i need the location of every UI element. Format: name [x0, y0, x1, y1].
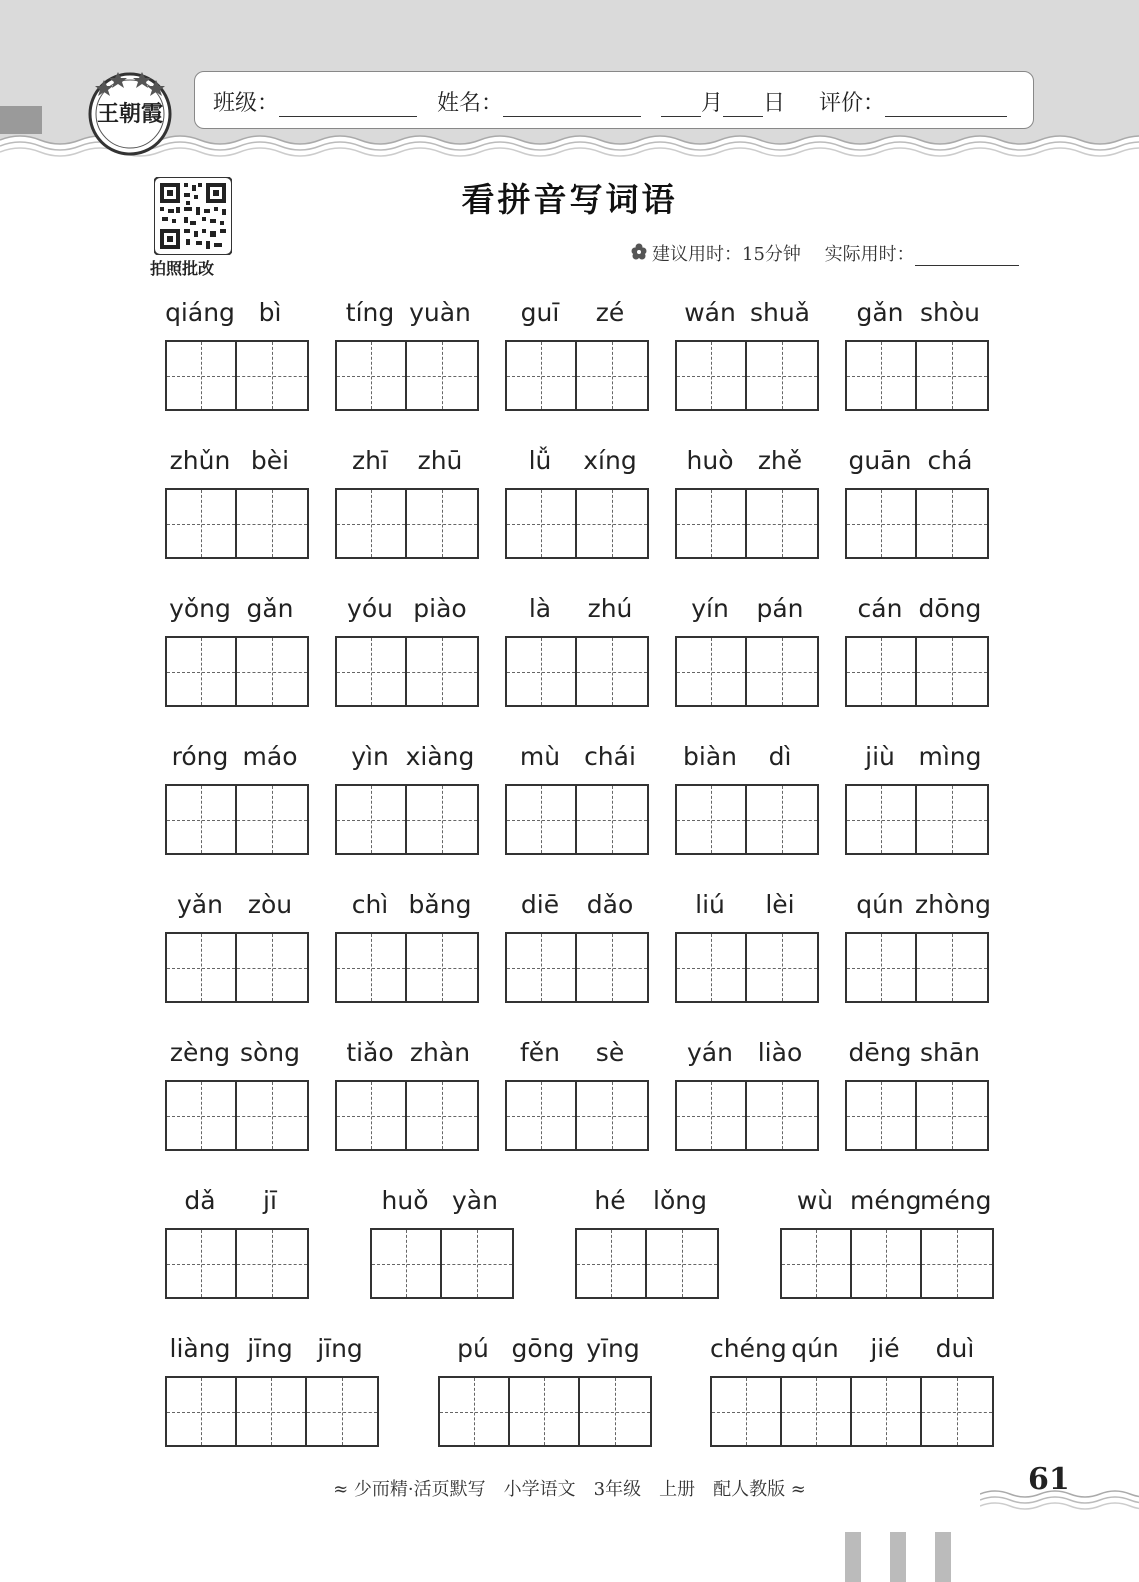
pinyin-syllable: gǎn — [856, 298, 904, 327]
pinyin-syllable: biàn — [683, 742, 737, 771]
writing-grid — [505, 488, 649, 559]
pinyin-syllable: wù — [796, 1186, 834, 1215]
tianzige-cell[interactable] — [167, 1230, 237, 1297]
writing-grid — [675, 636, 819, 707]
pinyin-syllable: liú — [695, 890, 725, 919]
pinyin-syllable: dì — [768, 742, 792, 771]
tianzige-cell[interactable] — [577, 934, 647, 1001]
tianzige-cell[interactable] — [167, 1378, 237, 1445]
tianzige-cell[interactable] — [852, 1230, 922, 1297]
tianzige-cell[interactable] — [337, 638, 407, 705]
writing-grid — [165, 932, 309, 1003]
writing-grid — [335, 636, 479, 707]
pinyin-syllable: dēng — [848, 1038, 912, 1067]
pinyin-syllable: jiù — [865, 742, 895, 771]
pinyin-syllable: liàng — [169, 1334, 231, 1363]
tianzige-cell[interactable] — [407, 342, 477, 409]
pinyin-syllable: yín — [691, 594, 729, 623]
writing-grid — [780, 1228, 994, 1299]
tianzige-cell[interactable] — [577, 1082, 647, 1149]
pinyin-syllable: huò — [686, 446, 734, 475]
pinyin-syllable: chá — [927, 446, 973, 475]
tianzige-cell[interactable] — [917, 1082, 987, 1149]
pinyin-syllable: yīng — [586, 1334, 640, 1363]
class-label: 班级： — [213, 91, 280, 116]
pinyin-syllable: yǒng — [169, 594, 231, 623]
pinyin-syllable: zé — [595, 298, 625, 327]
pinyin-syllable: chái — [584, 742, 636, 771]
pinyin-syllable: pán — [756, 594, 804, 623]
tianzige-cell[interactable] — [747, 786, 817, 853]
tianzige-cell[interactable] — [510, 1378, 580, 1445]
pinyin-syllable: bǎng — [408, 890, 472, 919]
pinyin-syllable: qún — [856, 890, 904, 919]
actual-time-label: 实际用时： — [824, 244, 915, 265]
writing-grid — [845, 932, 989, 1003]
tianzige-cell[interactable] — [237, 342, 307, 409]
pinyin-syllable: bèi — [250, 446, 290, 475]
pinyin-syllable: pú — [457, 1334, 489, 1363]
pinyin-syllable: guī — [520, 298, 560, 327]
tianzige-cell[interactable] — [647, 1230, 717, 1297]
tianzige-cell[interactable] — [372, 1230, 442, 1297]
tianzige-cell[interactable] — [677, 638, 747, 705]
pinyin-syllable: tiǎo — [346, 1038, 394, 1067]
qr-label: 拍照批改 — [150, 259, 215, 278]
tianzige-cell[interactable] — [507, 490, 577, 557]
pinyin-syllable: xiàng — [405, 742, 475, 771]
tianzige-cell[interactable] — [407, 934, 477, 1001]
pinyin-syllable: tíng — [345, 298, 395, 327]
actual-time-blank[interactable] — [915, 251, 1019, 266]
tianzige-cell[interactable] — [782, 1378, 852, 1445]
pinyin-syllable: zhòng — [915, 890, 991, 919]
tianzige-cell[interactable] — [337, 786, 407, 853]
tianzige-cell[interactable] — [407, 490, 477, 557]
writing-grid — [335, 488, 479, 559]
pinyin-syllable: lèi — [765, 890, 795, 919]
writing-grid — [165, 340, 309, 411]
tianzige-cell[interactable] — [922, 1378, 992, 1445]
tianzige-cell[interactable] — [847, 1082, 917, 1149]
name-label: 姓名： — [437, 91, 504, 116]
writing-grid — [370, 1228, 514, 1299]
student-info-box — [194, 71, 1034, 129]
timing-info — [630, 240, 1019, 266]
tianzige-cell[interactable] — [237, 1378, 307, 1445]
tianzige-cell[interactable] — [847, 342, 917, 409]
tianzige-cell[interactable] — [677, 786, 747, 853]
pinyin-syllable: yìn — [351, 742, 389, 771]
tianzige-cell[interactable] — [847, 786, 917, 853]
pinyin-syllable: jié — [870, 1334, 900, 1363]
writing-grid — [675, 932, 819, 1003]
logo-text: 王朝霞 — [96, 101, 164, 127]
tianzige-cell[interactable] — [712, 1378, 782, 1445]
writing-grid — [675, 784, 819, 855]
tianzige-cell[interactable] — [237, 638, 307, 705]
writing-grid — [505, 932, 649, 1003]
pinyin-syllable: là — [528, 594, 552, 623]
tianzige-cell[interactable] — [237, 1230, 307, 1297]
pinyin-syllable: jīng — [247, 1334, 293, 1363]
pinyin-syllable: gōng — [511, 1334, 575, 1363]
pinyin-syllable: máo — [242, 742, 298, 771]
brand-logo — [84, 64, 176, 156]
pinyin-syllable: yàn — [452, 1186, 498, 1215]
side-tab-marker — [0, 106, 42, 134]
tianzige-cell[interactable] — [847, 490, 917, 557]
tianzige-cell[interactable] — [167, 342, 237, 409]
writing-grid — [675, 340, 819, 411]
footer-series-title: ≈ 少而精·活页默写 小学语文 3年级 上册 配人教版 ≈ — [333, 1479, 806, 1500]
tianzige-cell[interactable] — [747, 342, 817, 409]
tianzige-cell[interactable] — [507, 342, 577, 409]
writing-grid — [845, 1080, 989, 1151]
writing-grid — [675, 488, 819, 559]
pinyin-syllable: wán — [684, 298, 736, 327]
pinyin-syllable: zèng — [169, 1038, 231, 1067]
tianzige-cell[interactable] — [507, 786, 577, 853]
writing-grid — [845, 340, 989, 411]
pinyin-syllable: zhě — [757, 446, 803, 475]
writing-grid — [505, 1080, 649, 1151]
tianzige-cell[interactable] — [337, 490, 407, 557]
tianzige-cell[interactable] — [917, 638, 987, 705]
name-field[interactable] — [437, 86, 641, 117]
pinyin-syllable: shuǎ — [749, 298, 811, 327]
writing-grid — [845, 784, 989, 855]
tianzige-cell[interactable] — [307, 1378, 377, 1445]
tianzige-cell[interactable] — [237, 786, 307, 853]
tianzige-cell[interactable] — [577, 786, 647, 853]
pinyin-syllable: yuàn — [409, 298, 471, 327]
writing-grid — [438, 1376, 652, 1447]
pinyin-syllable: xíng — [583, 446, 637, 475]
pinyin-syllable: fěn — [519, 1038, 561, 1067]
writing-grid — [710, 1376, 994, 1447]
pinyin-syllable: jī — [263, 1186, 277, 1215]
writing-grid — [575, 1228, 719, 1299]
tianzige-cell[interactable] — [337, 342, 407, 409]
tianzige-cell[interactable] — [577, 638, 647, 705]
pinyin-syllable: chéng — [710, 1334, 787, 1363]
pinyin-syllable: dǎo — [586, 890, 634, 919]
tianzige-cell[interactable] — [167, 490, 237, 557]
pinyin-syllable: dǎ — [184, 1186, 216, 1215]
tianzige-cell[interactable] — [442, 1230, 512, 1297]
pinyin-syllable: mù — [519, 742, 561, 771]
pinyin-syllable: zhī — [352, 446, 388, 475]
tianzige-cell[interactable] — [747, 934, 817, 1001]
day-label: 日 — [763, 91, 786, 116]
tianzige-cell[interactable] — [237, 1082, 307, 1149]
tianzige-cell[interactable] — [677, 490, 747, 557]
pinyin-syllable: dōng — [918, 594, 982, 623]
tianzige-cell[interactable] — [167, 934, 237, 1001]
writing-grid — [335, 932, 479, 1003]
tianzige-cell[interactable] — [747, 490, 817, 557]
tianzige-cell[interactable] — [440, 1378, 510, 1445]
tianzige-cell[interactable] — [917, 934, 987, 1001]
writing-grid — [165, 636, 309, 707]
pinyin-syllable: piào — [413, 594, 467, 623]
pinyin-syllable: lǚ — [528, 446, 552, 475]
pinyin-syllable: mìng — [918, 742, 982, 771]
writing-grid — [675, 1080, 819, 1151]
pinyin-syllable: liào — [757, 1038, 803, 1067]
tianzige-cell[interactable] — [507, 1082, 577, 1149]
tianzige-cell[interactable] — [577, 342, 647, 409]
tianzige-cell[interactable] — [847, 638, 917, 705]
writing-grid — [335, 340, 479, 411]
tianzige-cell[interactable] — [677, 934, 747, 1001]
tianzige-cell[interactable] — [577, 490, 647, 557]
tianzige-cell[interactable] — [237, 490, 307, 557]
tianzige-cell[interactable] — [337, 1082, 407, 1149]
tianzige-cell[interactable] — [847, 934, 917, 1001]
writing-grid — [165, 784, 309, 855]
pinyin-syllable: cán — [857, 594, 903, 623]
pinyin-syllable: sòng — [239, 1038, 301, 1067]
tianzige-cell[interactable] — [167, 786, 237, 853]
tianzige-cell[interactable] — [237, 934, 307, 1001]
writing-grid — [335, 1080, 479, 1151]
writing-grid — [335, 784, 479, 855]
pinyin-syllable: zhū — [417, 446, 463, 475]
tianzige-cell[interactable] — [917, 786, 987, 853]
tianzige-cell[interactable] — [782, 1230, 852, 1297]
pinyin-syllable: yóu — [347, 594, 393, 623]
pinyin-syllable: jīng — [317, 1334, 363, 1363]
pinyin-syllable: qún — [791, 1334, 839, 1363]
writing-grid — [165, 1080, 309, 1151]
tianzige-cell[interactable] — [580, 1378, 650, 1445]
suggested-time: 建议用时：15分钟 — [652, 244, 801, 265]
writing-grid — [505, 340, 649, 411]
date-field[interactable] — [661, 86, 785, 117]
pinyin-syllable: zhàn — [409, 1038, 471, 1067]
pinyin-syllable: zòu — [247, 890, 293, 919]
tianzige-cell[interactable] — [917, 490, 987, 557]
pinyin-syllable: diē — [520, 890, 560, 919]
tianzige-cell[interactable] — [407, 1082, 477, 1149]
page-number: 61 — [1028, 1462, 1070, 1497]
pinyin-syllable: bì — [258, 298, 282, 327]
evaluation-field[interactable] — [819, 86, 1007, 117]
pinyin-syllable: qiáng — [165, 298, 235, 327]
pinyin-syllable: shān — [919, 1038, 981, 1067]
pinyin-syllable: yǎn — [177, 890, 223, 919]
pinyin-syllable: gǎn — [246, 594, 294, 623]
tianzige-cell[interactable] — [917, 342, 987, 409]
tianzige-cell[interactable] — [407, 786, 477, 853]
pinyin-syllable: lǒng — [653, 1186, 707, 1215]
writing-grid — [505, 636, 649, 707]
pinyin-syllable: shòu — [919, 298, 980, 327]
pinyin-syllable: sè — [595, 1038, 625, 1067]
tianzige-cell[interactable] — [747, 638, 817, 705]
tianzige-cell[interactable] — [507, 638, 577, 705]
pinyin-syllable: zhú — [587, 594, 633, 623]
tianzige-cell[interactable] — [167, 1082, 237, 1149]
pinyin-syllable: duì — [935, 1334, 975, 1363]
tianzige-cell[interactable] — [577, 1230, 647, 1297]
writing-grid — [165, 1376, 379, 1447]
pinyin-syllable: méng — [920, 1186, 992, 1215]
tianzige-cell[interactable] — [167, 638, 237, 705]
tianzige-cell[interactable] — [677, 1082, 747, 1149]
pinyin-syllable: zhǔn — [169, 446, 231, 475]
writing-grid — [505, 784, 649, 855]
tianzige-cell[interactable] — [677, 342, 747, 409]
pinyin-syllable: huǒ — [381, 1186, 429, 1215]
tianzige-cell[interactable] — [337, 934, 407, 1001]
pinyin-syllable: méng — [850, 1186, 922, 1215]
writing-grid — [845, 488, 989, 559]
class-field[interactable] — [213, 86, 417, 117]
pinyin-syllable: guān — [848, 446, 912, 475]
tianzige-cell[interactable] — [852, 1378, 922, 1445]
page-title: 看拼音写词语 — [461, 180, 678, 219]
pinyin-syllable: chì — [351, 890, 389, 919]
tianzige-cell[interactable] — [922, 1230, 992, 1297]
evaluation-label: 评价： — [819, 91, 886, 116]
tianzige-cell[interactable] — [747, 1082, 817, 1149]
writing-grid — [845, 636, 989, 707]
tianzige-cell[interactable] — [407, 638, 477, 705]
tianzige-cell[interactable] — [507, 934, 577, 1001]
pinyin-syllable: yán — [687, 1038, 733, 1067]
month-label: 月 — [701, 91, 724, 116]
writing-grid — [165, 488, 309, 559]
writing-grid — [165, 1228, 309, 1299]
pinyin-syllable: róng — [171, 742, 229, 771]
pinyin-syllable: hé — [594, 1186, 626, 1215]
